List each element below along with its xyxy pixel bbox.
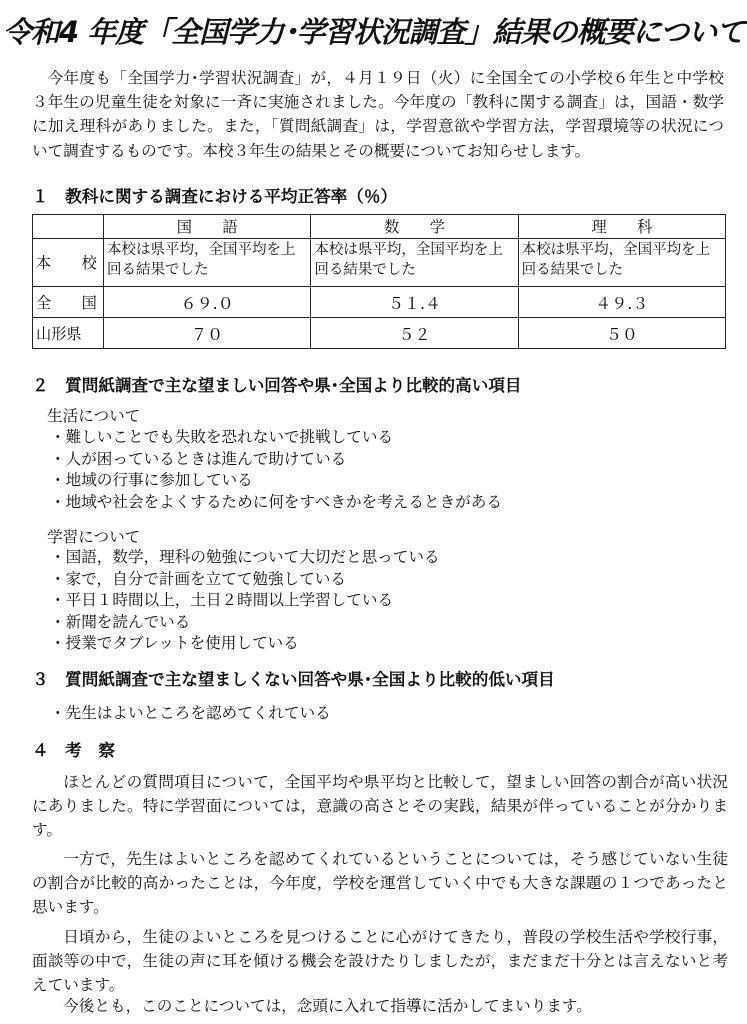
table-row xyxy=(33,318,726,349)
section3-list xyxy=(50,703,331,725)
intro-paragraph: 今年度も「全国学力･学習状況調査」が，４月１９日（火）に全国全ての小学校６年生と中学校３年生の児童生徒を対象に一斉に実施されました。今年度の「教科に関する調査」は，国語・数学に加え理科がありました。また，「質問紙調査」は，学習意欲や学習方法，学習環境等の状況について調査するものです。本校３年生の結果とその概要についてお知らせします。 xyxy=(32,69,724,160)
row-label: 本 校 xyxy=(33,239,104,287)
list-item: ・ 国語，数学，理科の勉強について大切だと思っている xyxy=(50,547,440,569)
section4-heading: ４ 考 察 xyxy=(32,741,115,760)
list-item: ・ 地域の行事に参加している xyxy=(50,470,502,492)
table-header-row xyxy=(33,215,726,239)
table-row xyxy=(33,287,726,318)
list-item: ・ 新聞を読んでいる xyxy=(50,612,440,634)
section1-heading: １ 教科に関する調査における平均正答率（％） xyxy=(32,187,398,206)
life-label: 生活について xyxy=(47,407,141,425)
table-corner-cell xyxy=(33,215,104,239)
list-item: ・ 授業でタブレットを使用している xyxy=(50,633,440,655)
section2-heading: ２ 質問紙調査で主な望ましい回答や県･全国より比較的高い項目 xyxy=(32,376,522,395)
list-item: ・ 難しいことでも失敗を恐れないで挑戦している xyxy=(50,427,502,449)
list-item: ・ 先生はよいところを認めてくれている xyxy=(50,703,331,725)
row-label: 全 国 xyxy=(33,287,104,318)
discussion-paragraph: ほとんどの質問項目について，全国平均や県平均と比較して，望ましい回答の割合が高い状況にありました。特に学習面については，意識の高さとその実践，結果が伴っていることが分かります。 xyxy=(32,773,728,840)
table-cell: ６９.０ xyxy=(104,287,311,318)
discussion-paragraph: 日頃から，生徒のよいところを見つけることに心がけてきたり，普段の学校生活や学校行事，面談等の中で，生徒の声に耳を傾ける機会を設けたりしましたが，まだまだ十分とは言えないと考えています。 xyxy=(32,928,728,995)
table-cell: ７０ xyxy=(104,318,311,349)
page-title: 令和4 年度「全国学力･学習状況調査」結果の概要について xyxy=(2,15,745,49)
list-item: ・ 平日１時間以上，土日２時間以上学習している xyxy=(50,590,440,612)
list-item: ・ 家で，自分で計画を立てて勉強している xyxy=(50,569,440,591)
results-table xyxy=(32,214,726,349)
table-cell: ５２ xyxy=(311,318,518,349)
discussion-paragraph: 一方で，先生はよいところを認めてくれているということについては，そう感じていない生徒の割合が比較的高かったことは，今年度，学校を運営していく中でも大きな課題の１つであったと思います。 xyxy=(32,850,728,917)
discussion-paragraph: 今後とも，このことについては，念頭に入れて指導に活かしてまいります。 xyxy=(63,997,592,1015)
section3-heading: ３ 質問紙調査で主な望ましくない回答や県･全国より比較的低い項目 xyxy=(32,670,555,689)
table-cell: ５０ xyxy=(518,318,725,349)
column-header: 国 語 xyxy=(104,215,311,239)
column-header: 理 科 xyxy=(518,215,725,239)
table-cell: 本校は県平均，全国平均を上回る結果でした xyxy=(518,239,725,287)
table-cell: 本校は県平均，全国平均を上回る結果でした xyxy=(311,239,518,287)
column-header: 数 学 xyxy=(311,215,518,239)
list-item: ・ 人が困っているときは進んで助けている xyxy=(50,449,502,471)
table-cell: ４９.３ xyxy=(518,287,725,318)
study-label: 学習について xyxy=(47,528,141,546)
life-list xyxy=(50,427,502,513)
table-cell: 本校は県平均，全国平均を上回る結果でした xyxy=(104,239,311,287)
table-cell: ５１.４ xyxy=(311,287,518,318)
table-row xyxy=(33,239,726,287)
study-list xyxy=(50,547,440,655)
row-label: 山形県 xyxy=(33,318,104,349)
list-item: ・ 地域や社会をよくするために何をすべきかを考えるときがある xyxy=(50,492,502,514)
